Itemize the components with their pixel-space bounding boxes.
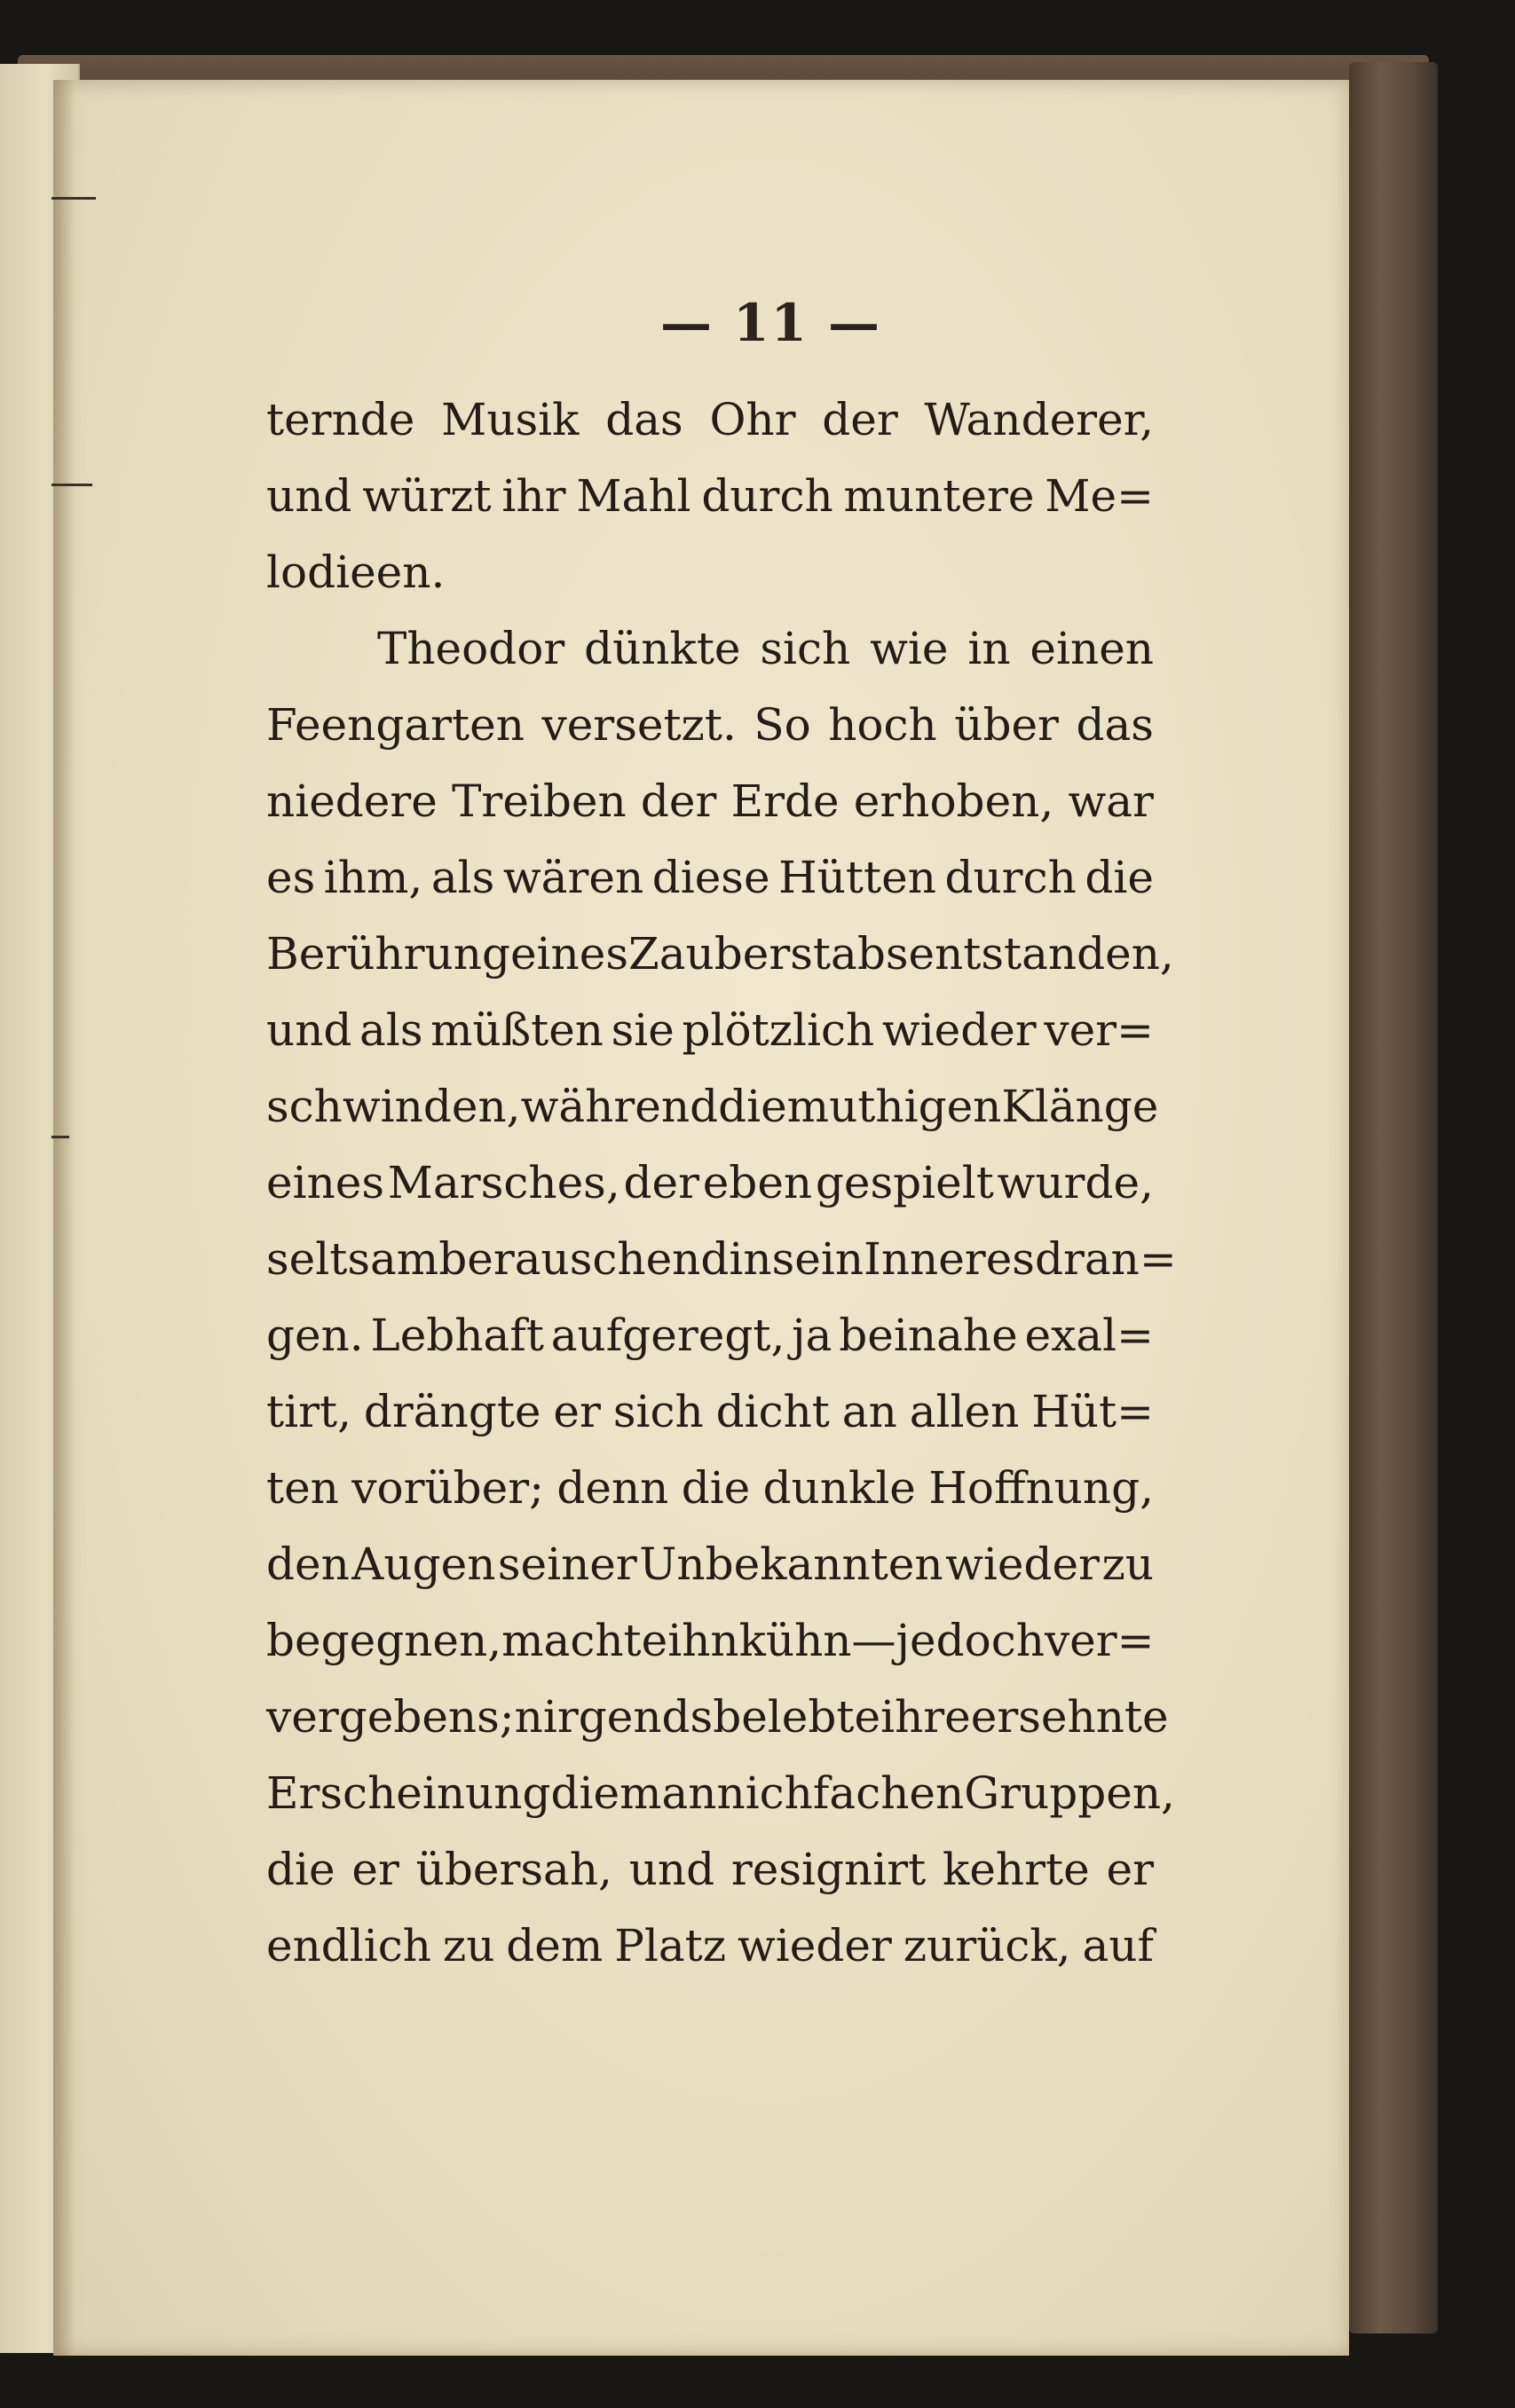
text-line [266,610,1154,687]
word: entstanden, [908,928,1174,980]
word: kühn [738,1615,852,1666]
word: über [954,699,1059,751]
page-number-header: — 11 — [659,293,882,353]
text-line [266,1679,1169,1755]
word: durch [701,470,833,522]
word: exal= [1024,1310,1154,1361]
word: auf [1082,1920,1154,1971]
body-text [266,382,1177,1984]
word: es [266,852,316,903]
word: als [430,852,495,903]
text-line [266,1755,1175,1831]
word: ver= [1044,1615,1155,1666]
word: sich [612,1386,704,1437]
text-line [266,763,1154,839]
word: dunkle [762,1462,916,1514]
text-line [266,1908,1154,1984]
word: als [359,1004,423,1056]
word: während [520,1081,719,1132]
word: seiner [497,1538,637,1590]
word: die [550,1767,620,1819]
text-line [266,534,1154,610]
word: aufgeregt, [550,1310,785,1361]
word: den [266,1538,350,1590]
text-line [266,839,1154,916]
word: die [681,1462,751,1514]
word: in [729,1233,772,1285]
word: Musik [441,394,580,445]
text-line [266,1831,1154,1908]
text-line [266,687,1154,763]
word: wären [502,852,644,903]
word: vorüber; [351,1462,545,1514]
word: Lebhaft [370,1310,544,1361]
text-line [266,1145,1154,1221]
word: — [851,1615,896,1666]
word: Marsches, [387,1157,620,1208]
book-cover-right-edge [1349,62,1438,2333]
word: Mahl [576,470,691,522]
text-line [266,992,1154,1068]
word: müßten [430,1004,604,1056]
word: Zauberstabs [628,928,909,980]
text-line [266,1602,1154,1679]
word: kehrte [943,1844,1090,1895]
word: endlich [266,1920,431,1971]
word: niedere [266,775,438,827]
word: Hüt= [1031,1386,1154,1437]
word: dem [506,1920,604,1971]
word: eines [509,928,628,980]
word: die [718,1081,787,1132]
word: sein [771,1233,864,1285]
word: resignirt [730,1844,927,1895]
word: beinahe [839,1310,1018,1361]
word: gespielt [815,1157,994,1208]
word: Platz [614,1920,727,1971]
word: Erscheinung [266,1767,551,1819]
word: einen [1030,623,1154,674]
word: Klänge [1001,1081,1159,1132]
word: hoch [828,699,937,751]
word: dünkte [584,623,741,674]
word: sie [611,1004,675,1056]
word: belebte [713,1691,881,1743]
word: lodieen. [266,547,446,598]
word: ten [266,1462,339,1514]
word: begegnen, [266,1615,502,1666]
margin-mark [51,484,92,486]
word: mannichfachen [619,1767,965,1819]
word: berauschend [438,1233,730,1285]
word: seltsam [266,1233,439,1285]
text-line [266,916,1174,992]
word: würzt [362,470,492,522]
page-gutter-shadow [53,80,75,2356]
text-line [266,1526,1154,1602]
word: diese [651,852,770,903]
word: er [553,1386,601,1437]
word: gen. [266,1310,364,1361]
word: vergebens; [266,1691,515,1743]
word: wie [870,623,949,674]
word: wieder [737,1920,892,1971]
word: Erde [730,775,840,827]
word: muntere [843,470,1035,522]
word: und [266,1004,352,1056]
word: jedoch [896,1615,1045,1666]
word: in [967,623,1011,674]
word: Augen [351,1538,496,1590]
word: eben [702,1157,813,1208]
word: das [1076,699,1154,751]
word: ihr [501,470,566,522]
word: er [351,1844,399,1895]
word: denn [556,1462,669,1514]
word: übersah, [415,1844,612,1895]
word: das [605,394,683,445]
word: dicht [715,1386,830,1437]
text-line [266,458,1154,534]
word: zurück, [903,1920,1071,1971]
text-line [266,1221,1177,1297]
word: erhoben, [853,775,1054,827]
word: Gruppen, [964,1767,1175,1819]
margin-mark [51,197,96,200]
word: an [841,1386,897,1437]
word: ersehnte [970,1691,1169,1743]
word: Ohr [709,394,796,445]
word: drängte [363,1386,541,1437]
word: plötzlich [682,1004,875,1056]
word: eines [266,1157,385,1208]
word: der [640,775,717,827]
word: machte [501,1615,668,1666]
word: zu [1101,1538,1154,1590]
word: allen [909,1386,1020,1437]
word: tirt, [266,1386,351,1437]
text-line [266,1068,1159,1145]
word: Theodor [377,623,565,674]
word: versetzt. [541,699,737,751]
text-line [266,1297,1154,1373]
word: schwinden, [266,1081,521,1132]
word: nirgends [514,1691,714,1743]
word: dran= [1034,1233,1177,1285]
text-line [266,382,1154,458]
word: zu [442,1920,495,1971]
word: der [623,1157,699,1208]
word: Unbekannten [639,1538,943,1590]
word: ternde [266,394,415,445]
word: Berührung [266,928,510,980]
word: Me= [1045,470,1154,522]
text-line [266,1373,1154,1450]
word: ihm, [323,852,423,903]
word: Treiben [452,775,627,827]
word: sich [760,623,851,674]
word: die [266,1844,335,1895]
word: ihn [667,1615,739,1666]
word: Wanderer, [924,394,1154,445]
word: Hoffnung, [928,1462,1154,1514]
word: die [1085,852,1154,903]
word: ihre [880,1691,971,1743]
word: war [1068,775,1154,827]
word: wurde, [997,1157,1154,1208]
word: Hütten [778,852,936,903]
word: ver= [1044,1004,1154,1056]
word: und [266,470,352,522]
text-line [266,1450,1154,1526]
margin-mark [51,1136,69,1138]
word: Feengarten [266,699,525,751]
word: wieder [881,1004,1037,1056]
word: der [822,394,898,445]
word: wieder [945,1538,1100,1590]
word: muthigen [786,1081,1002,1132]
word: und [628,1844,715,1895]
word: durch [944,852,1077,903]
word: ja [792,1310,832,1361]
word: er [1106,1844,1154,1895]
word: So [754,699,811,751]
word: Inneres [864,1233,1035,1285]
